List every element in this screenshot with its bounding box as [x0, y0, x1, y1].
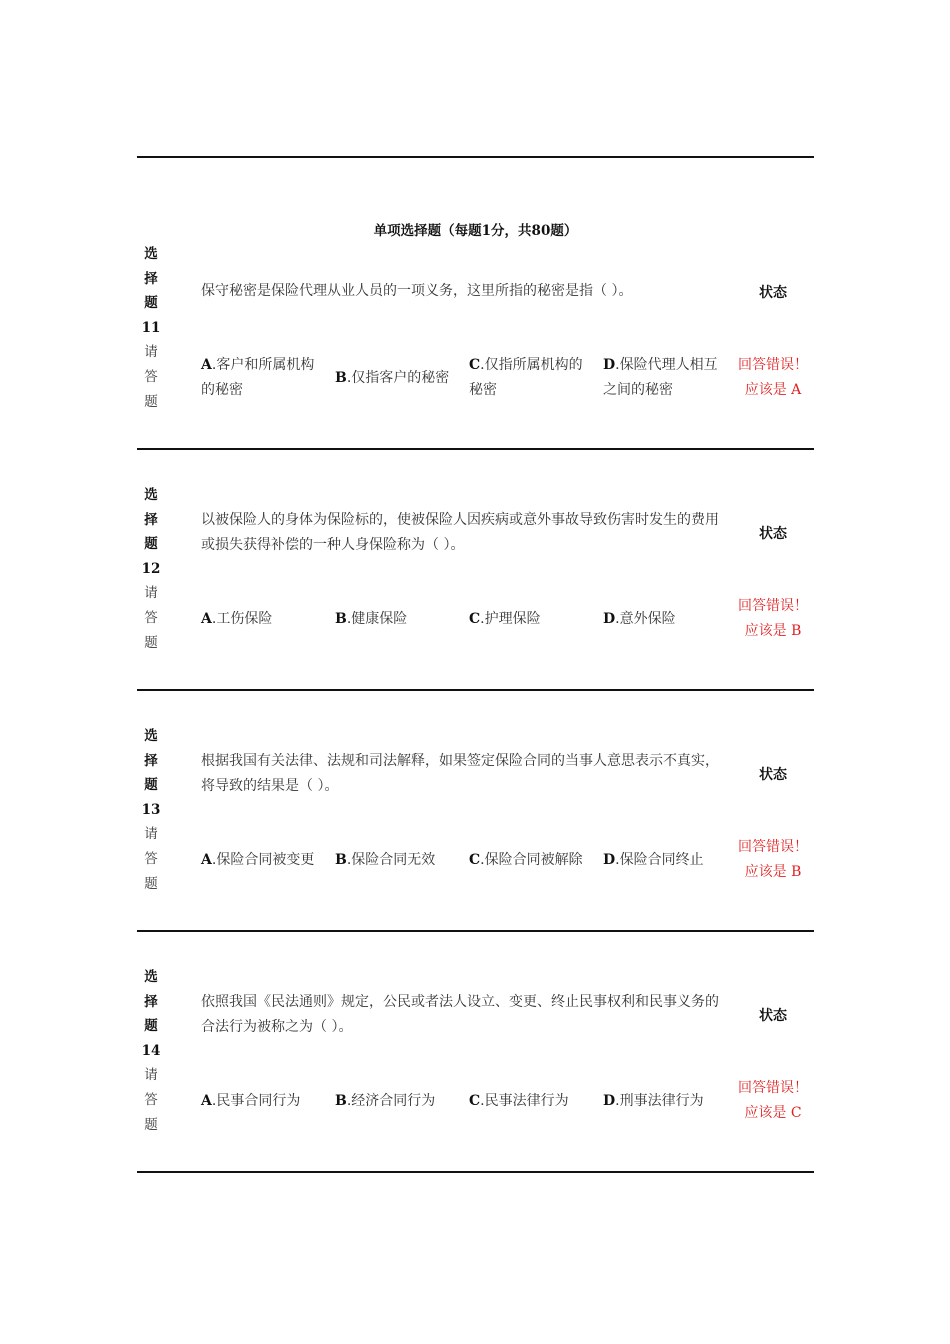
option-key: B: [335, 852, 347, 868]
label-char: 选: [144, 246, 158, 262]
label-char: 题: [144, 1018, 158, 1035]
answer-prompt-char: 题: [144, 634, 158, 651]
option-key: D: [603, 1093, 616, 1109]
question-block: [137, 724, 814, 964]
option-text: .保险合同被解除: [480, 852, 583, 868]
state-header: 状态: [759, 767, 787, 783]
result-status: [732, 835, 814, 885]
question-block: [137, 483, 814, 723]
option-key: D: [603, 852, 616, 868]
question-label: [137, 724, 165, 896]
question-label: [137, 242, 165, 414]
question-number: 13: [141, 801, 161, 818]
question-number: 12: [141, 560, 161, 577]
section-title: 单项选择题（每题1分，共80题）: [373, 223, 578, 239]
label-char: 题: [144, 777, 158, 794]
result-wrong: 回答错误！: [738, 598, 808, 614]
option-a[interactable]: [201, 848, 327, 873]
option-text: .经济合同行为: [346, 1093, 436, 1109]
question-label: [137, 965, 165, 1137]
option-c[interactable]: [469, 1089, 595, 1114]
option-b[interactable]: [335, 607, 461, 632]
option-c[interactable]: [469, 848, 595, 873]
option-a[interactable]: [201, 1089, 327, 1114]
option-text: .工伤保险: [211, 611, 273, 627]
question-stem: 根据我国有关法律、法规和司法解释，如果签定保险合同的当事人意思表示不真实，将导致的结果是（ ）。: [201, 753, 719, 794]
correct-answer: 应该是 A: [744, 382, 802, 398]
top-divider: [137, 156, 814, 158]
result-status: [732, 1076, 814, 1126]
option-c[interactable]: [469, 607, 595, 632]
option-key: D: [603, 611, 616, 627]
option-key: B: [335, 1093, 347, 1109]
label-char: 选: [144, 728, 158, 744]
question-label: [137, 483, 165, 655]
option-key: A: [201, 852, 212, 868]
option-text: .客户和所属机构的秘密: [201, 357, 315, 398]
correct-answer: 应该是 B: [744, 864, 802, 880]
question-stem: 以被保险人的身体为保险标的，使被保险人因疾病或意外事故导致伤害时发生的费用或损失获得补偿的一种人身保险称为（ ）。: [201, 512, 719, 553]
option-text: .民事法律行为: [480, 1093, 569, 1109]
option-key: A: [201, 357, 212, 373]
correct-answer: 应该是 B: [744, 623, 802, 639]
option-d[interactable]: [603, 353, 729, 403]
label-char: 题: [144, 536, 158, 553]
correct-answer: 应该是 C: [744, 1105, 802, 1121]
result-wrong: 回答错误！: [738, 839, 808, 855]
answer-prompt-char: 题: [144, 393, 158, 410]
option-d[interactable]: [603, 848, 729, 873]
answer-prompt-char: 请: [144, 1067, 158, 1084]
option-key: D: [603, 357, 616, 373]
answer-prompt-char: 答: [144, 850, 158, 867]
question-block: [137, 242, 814, 482]
option-text: .保险合同终止: [615, 852, 704, 868]
option-text: .保险代理人相互之间的秘密: [603, 357, 718, 398]
label-char: 选: [144, 487, 158, 503]
question-block: [137, 965, 814, 1205]
option-c[interactable]: [469, 353, 595, 403]
option-key: A: [201, 611, 212, 627]
question-number: 14: [141, 1042, 161, 1059]
option-text: .仅指客户的秘密: [346, 370, 450, 386]
option-key: C: [469, 611, 481, 627]
state-header: 状态: [759, 285, 787, 301]
label-char: 择: [144, 752, 158, 769]
option-key: B: [335, 611, 347, 627]
label-char: 题: [144, 295, 158, 312]
option-text: .保险合同被变更: [211, 852, 315, 868]
question-number: 11: [141, 319, 161, 336]
result-wrong: 回答错误！: [738, 1080, 808, 1096]
option-a[interactable]: [201, 353, 327, 403]
answer-prompt-char: 题: [144, 875, 158, 892]
answer-prompt-char: 请: [144, 585, 158, 602]
state-header: 状态: [759, 1008, 787, 1024]
result-wrong: 回答错误！: [738, 357, 808, 373]
answer-prompt-char: 答: [144, 1091, 158, 1108]
option-a[interactable]: [201, 607, 327, 632]
option-b[interactable]: [335, 1089, 461, 1114]
answer-prompt-char: 答: [144, 368, 158, 385]
answer-prompt-char: 请: [144, 826, 158, 843]
option-b[interactable]: [335, 366, 461, 391]
option-text: .健康保险: [346, 611, 408, 627]
option-text: .护理保险: [480, 611, 541, 627]
result-status: [732, 594, 814, 644]
question-stem: 依照我国《民法通则》规定，公民或者法人设立、变更、终止民事权利和民事义务的合法行为被称之为（ ）。: [201, 994, 719, 1035]
answer-prompt-char: 答: [144, 609, 158, 626]
option-text: .刑事法律行为: [615, 1093, 704, 1109]
option-key: C: [469, 1093, 481, 1109]
label-char: 择: [144, 270, 158, 287]
option-key: C: [469, 357, 481, 373]
question-stem: 保守秘密是保险代理从业人员的一项义务，这里所指的秘密是指（ ）。: [201, 283, 633, 299]
answer-prompt-char: 请: [144, 344, 158, 361]
option-key: C: [469, 852, 481, 868]
option-text: .仅指所属机构的秘密: [469, 357, 583, 398]
label-char: 选: [144, 969, 158, 985]
option-b[interactable]: [335, 848, 461, 873]
option-text: .意外保险: [615, 611, 676, 627]
option-d[interactable]: [603, 1089, 729, 1114]
label-char: 择: [144, 993, 158, 1010]
option-text: .保险合同无效: [346, 852, 436, 868]
state-header: 状态: [759, 526, 787, 542]
answer-prompt-char: 题: [144, 1116, 158, 1133]
option-d[interactable]: [603, 607, 729, 632]
result-status: [732, 353, 814, 403]
label-char: 择: [144, 511, 158, 528]
option-text: .民事合同行为: [211, 1093, 301, 1109]
option-key: B: [335, 370, 347, 386]
option-key: A: [201, 1093, 212, 1109]
